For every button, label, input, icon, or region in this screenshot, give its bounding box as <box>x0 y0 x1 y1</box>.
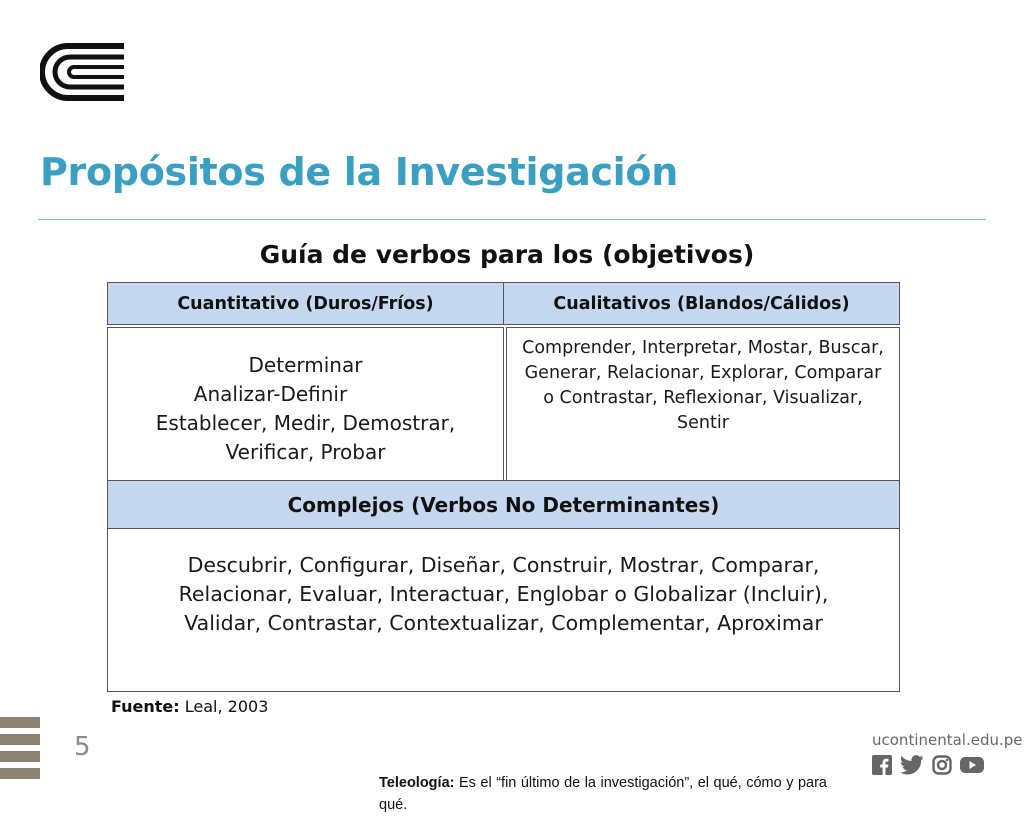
twitter-icon[interactable] <box>900 755 924 775</box>
youtube-icon[interactable] <box>960 755 984 775</box>
instagram-icon[interactable] <box>932 755 952 775</box>
quantitative-header: Cuantitativo (Duros/Fríos) <box>107 282 504 325</box>
source-value: Leal, 2003 <box>184 697 269 716</box>
quant-line: Establecer, Medir, Demostrar, <box>155 411 456 435</box>
page-title: Propósitos de la Investigación <box>40 150 678 194</box>
page-number: 5 <box>74 732 91 762</box>
facebook-icon[interactable] <box>872 755 892 775</box>
quant-line: Determinar <box>248 353 363 377</box>
note-label: Teleología: <box>379 775 455 791</box>
complex-header: Complejos (Verbos No Determinantes) <box>107 480 900 529</box>
title-divider <box>38 219 986 220</box>
quantitative-verbs <box>107 327 504 481</box>
source-label: Fuente: <box>111 697 180 716</box>
note-text: Es el “fin último de la investigación”, el qué, cómo y para qué. <box>379 775 827 813</box>
quant-line: Verificar, Probar <box>225 440 386 464</box>
complex-verbs: Descubrir, Configurar, Diseñar, Construir, Mostrar, Comparar, Relacionar, Evaluar, Interactuar, Englobar o Globalizar (Incluir), Validar, Contrastar, Contextualizar, Complementar, Aproximar <box>107 528 900 692</box>
sidebar-bar <box>0 734 40 745</box>
quant-line: Analizar-Definir <box>193 382 348 406</box>
teleology-note <box>379 772 827 816</box>
qualitative-header: Cualitativos (Blandos/Cálidos) <box>503 282 900 325</box>
sidebar-bar <box>0 717 40 728</box>
qualitative-verbs: Comprender, Interpretar, Mostar, Buscar, Generar, Relacionar, Explorar, Comparar o Contrastar, Reflexionar, Visualizar, Sentir <box>506 327 900 481</box>
table-title: Guía de verbos para los (objetivos) <box>259 240 755 269</box>
logo-icon <box>40 40 128 104</box>
website-url[interactable]: ucontinental.edu.pe <box>872 731 1023 749</box>
sidebar-bar <box>0 768 40 779</box>
source-citation <box>111 697 268 716</box>
sidebar-bar <box>0 751 40 762</box>
